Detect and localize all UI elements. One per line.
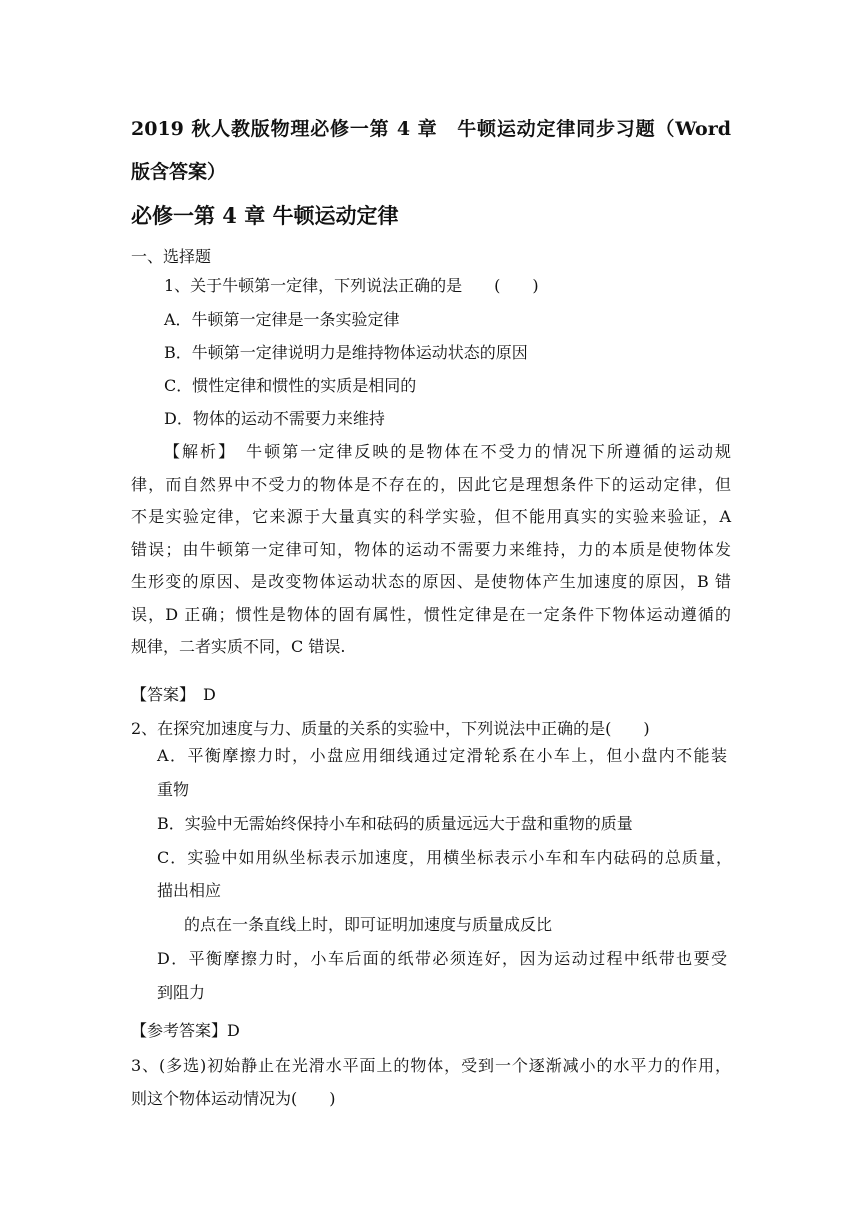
analysis-line-4: 错误；由牛顿第一定律可知，物体的运动不需要力来维持，力的本质是使物体发 — [131, 539, 731, 559]
analysis-line-5: 生形变的原因、是改变物体运动状态的原因、是使物体产生加速度的原因，B 错 — [131, 572, 731, 591]
q1-option-d: D．物体的运动不需要力来维持 — [164, 409, 385, 428]
q2-option-a-line-2: 重物 — [157, 780, 190, 799]
section-heading: 一、选择题 — [131, 247, 212, 266]
analysis-line-7: 规律，二者实质不同，C 错误. — [131, 637, 346, 656]
title-line-2: 版含答案） — [131, 161, 227, 183]
title-line-1: 2019 秋人教版物理必修一第 4 章 牛顿运动定律同步习题（Word — [131, 118, 731, 140]
analysis-line-6: 误，D 正确；惯性是物体的固有属性，惯性定律是在一定条件下物体运动遵循的 — [131, 604, 731, 624]
q2-option-c-line-3: 的点在一条直线上时，即可证明加速度与质量成反比 — [184, 915, 553, 934]
q2-answer: 【参考答案】D — [131, 1021, 240, 1040]
analysis-line-3: 不是实验定律，它来源于大量真实的科学实验，但不能用真实的实验来验证，A — [131, 507, 731, 526]
q2-option-b: B．实验中无需始终保持小车和砝码的质量远远大于盘和重物的质量 — [157, 814, 633, 833]
q2-option-a-line-1: A．平衡摩擦力时，小盘应用细线通过定滑轮系在小车上，但小盘内不能装 — [157, 746, 727, 765]
q1-answer: 【答案】 D — [131, 685, 216, 704]
q2-stem: 2、在探究加速度与力、质量的关系的实验中，下列说法中正确的是( ) — [131, 719, 650, 738]
q1-option-c: C．惯性定律和惯性的实质是相同的 — [164, 376, 417, 395]
q2-option-d-line-2: 到阻力 — [157, 983, 206, 1002]
q1-option-a: A．牛顿第一定律是一条实验定律 — [164, 310, 400, 329]
q3-stem-line-2: 则这个物体运动情况为( ) — [131, 1089, 336, 1108]
chapter-heading: 必修一第 4 章 牛顿运动定律 — [131, 203, 399, 228]
q1-stem: 1、关于牛顿第一定律，下列说法正确的是 ( ) — [164, 276, 539, 295]
analysis-line-1: 【解析】 牛顿第一定律反映的是物体在不受力的情况下所遵循的运动规 — [164, 442, 731, 461]
q2-option-c-line-2: 描出相应 — [157, 881, 222, 900]
document-title — [131, 108, 731, 194]
q2-option-c-line-1: C．实验中如用纵坐标表示加速度，用横坐标表示小车和车内砝码的总质量， — [157, 848, 732, 867]
q1-option-b: B．牛顿第一定律说明力是维持物体运动状态的原因 — [164, 343, 528, 362]
q3-stem-line-1: 3、(多选)初始静止在光滑水平面上的物体，受到一个逐渐减小的水平力的作用， — [131, 1056, 731, 1075]
q1-analysis — [131, 436, 731, 664]
analysis-line-2: 律，而自然界中不受力的物体是不存在的，因此它是理想条件下的运动定律，但 — [131, 474, 731, 494]
q2-option-d-line-1: D．平衡摩擦力时，小车后面的纸带必须连好，因为运动过程中纸带也要受 — [157, 949, 727, 968]
